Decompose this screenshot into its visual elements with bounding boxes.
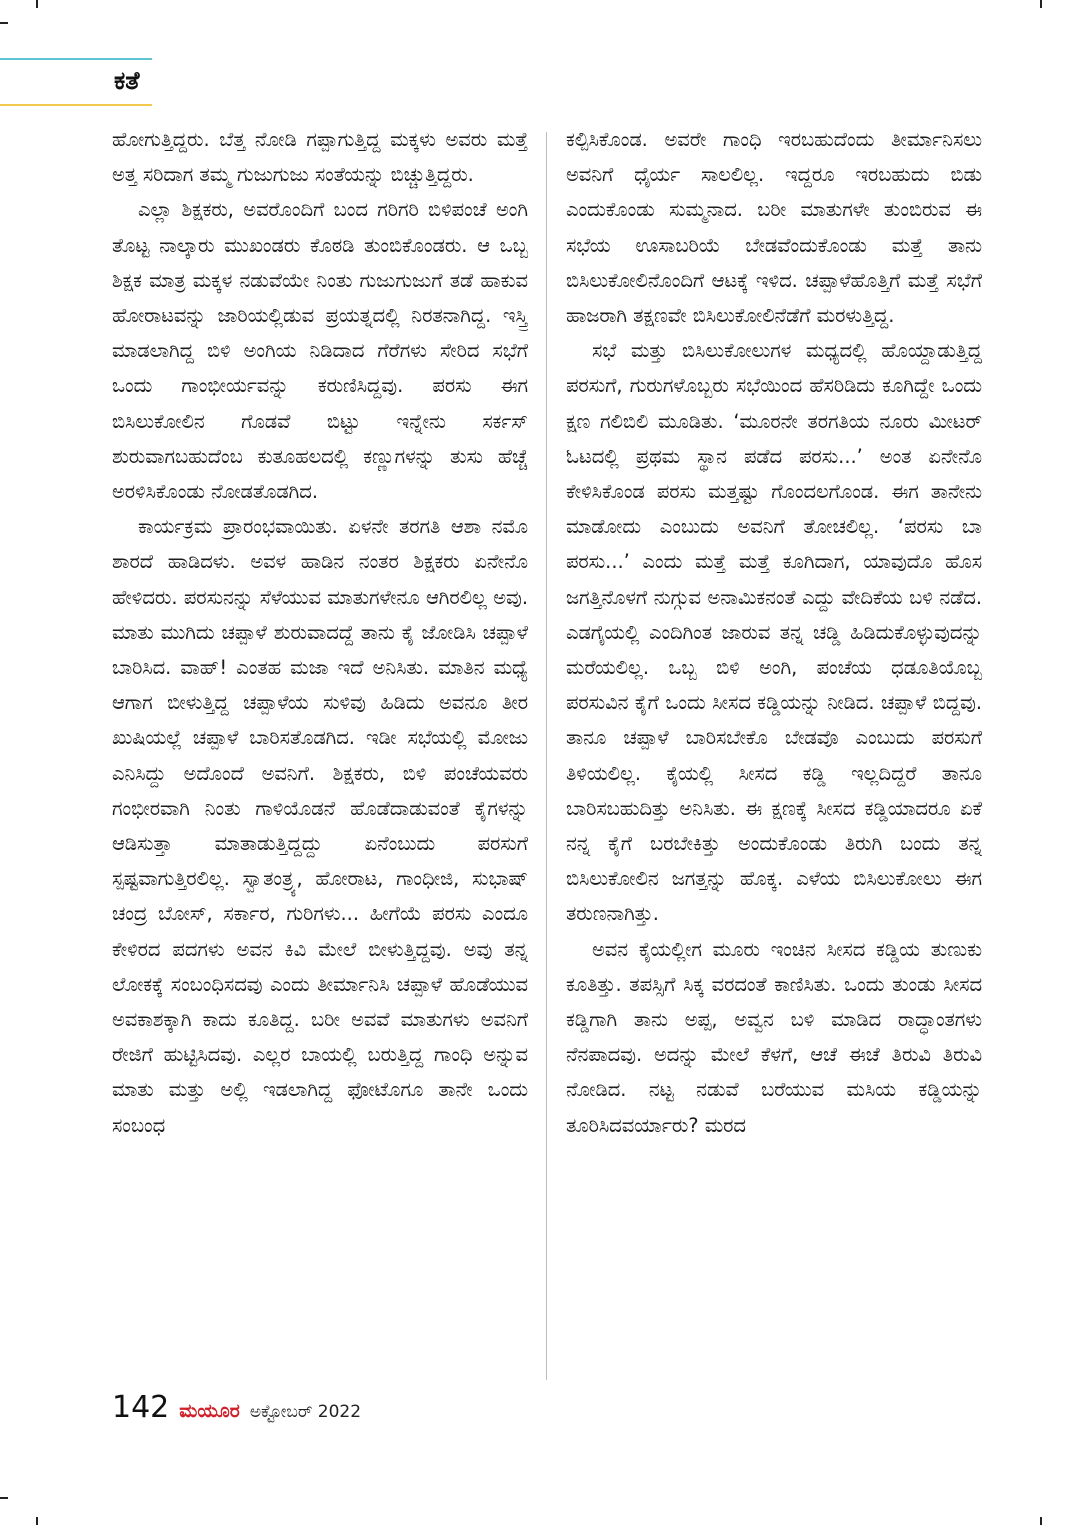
text-column-left [112,122,528,1382]
paragraph: ಅವನ ಕೈಯಲ್ಲೀಗ ಮೂರು ಇಂಚಿನ ಸೀಸದ ಕಡ್ಡಿಯ ತುಣುಕು ಕೂತಿತ್ತು. ತಪಸ್ಸಿಗೆ ಸಿಕ್ಕ ವರದಂತೆ ಕಾಣಿಸಿತು. ಒಂದು ತುಂಡು ಸೀಸದ ಕಡ್ಡಿಗಾಗಿ ತಾನು ಅಪ್ಪ, ಅವ್ವನ ಬಳಿ ಮಾಡಿದ ರಾದ್ಧಾಂತಗಳು ನೆನಪಾದವು. ಅದನ್ನು ಮೇಲೆ ಕೆಳಗೆ, ಆಚೆ ಈಚೆ ತಿರುವಿ ತಿರುವಿ ನೋಡಿದ. ನಟ್ಟ ನಡುವೆ ಬರೆಯುವ ಮಸಿಯ ಕಡ್ಡಿಯನ್ನು ತೂರಿಸಿದವರ್ಯಾರು? ಮರದ [566,937,982,1137]
page-number: 142 [112,1390,170,1425]
crop-mark [1040,0,1042,8]
crop-mark [0,22,8,24]
header-rule-top [0,58,152,60]
page-footer [112,1390,361,1425]
text-column-right [566,122,982,1382]
paragraph: ಕಾರ್ಯಕ್ರಮ ಪ್ರಾರಂಭವಾಯಿತು. ಏಳನೇ ತರಗತಿ ಆಶಾ ನಮೊ ಶಾರದೆ ಹಾಡಿದಳು. ಅವಳ ಹಾಡಿನ ನಂತರ ಶಿಕ್ಷಕರು ಏನೇನೊ ಹೇಳಿದರು. ಪರಸುನನ್ನು ಸೆಳೆಯುವ ಮಾತುಗಳೇನೂ ಆಗಿರಲಿಲ್ಲ ಅವು. ಮಾತು ಮುಗಿದು ಚಪ್ಪಾಳೆ ಶುರುವಾದದ್ದೆ ತಾನು ಕೈ ಜೋಡಿಸಿ ಚಪ್ಪಾಳೆ ಬಾರಿಸಿದ. ವಾಹ್! ಎಂತಹ ಮಜಾ ಇದೆ ಅನಿಸಿತು. ಮಾತಿನ ಮಧ್ಯೆ ಆಗಾಗ ಬೀಳುತ್ತಿದ್ದ ಚಪ್ಪಾಳೆಯ ಸುಳಿವು ಹಿಡಿದು ಅವನೂ ತೀರ ಖುಷಿಯಲ್ಲೆ ಚಪ್ಪಾಳೆ ಬಾರಿಸತೊಡಗಿದ. ಇಡೀ ಸಭೆಯಲ್ಲಿ ಮೋಜು ಎನಿಸಿದ್ದು ಅದೊಂದೆ ಅವನಿಗೆ. ಶಿಕ್ಷಕರು, ಬಿಳಿ ಪಂಚೆಯವರು ಗಂಭೀರವಾಗಿ ನಿಂತು ಗಾಳಿಯೊಡನೆ ಹೊಡೆದಾಡುವಂತೆ ಕೈಗಳನ್ನು ಆಡಿಸುತ್ತಾ ಮಾತಾಡುತ್ತಿದ್ದದ್ದು ಏನೆಂಬುದು ಪರಸುಗೆ ಸ್ಪಷ್ಟವಾಗುತ್ತಿರಲಿಲ್ಲ. ಸ್ವಾತಂತ್ರ್ಯ, ಹೋರಾಟ, ಗಾಂಧೀಜಿ, ಸುಭಾಷ್ ಚಂದ್ರ ಬೋಸ್, ಸರ್ಕಾರ, ಗುರಿಗಳು... ಹೀಗೆಯೆ ಪರಸು ಎಂದೂ ಕೇಳಿರದ ಪದಗಳು ಅವನ ಕಿವಿ ಮೇಲೆ ಬೀಳುತ್ತಿದ್ದವು. ಅವು ತನ್ನ ಲೋಕಕ್ಕೆ ಸಂಬಂಧಿಸದವು ಎಂದು ತೀರ್ಮಾನಿಸಿ ಚಪ್ಪಾಳೆ ಹೊಡೆಯುವ ಅವಕಾಶಕ್ಕಾಗಿ ಕಾದು ಕೂತಿದ್ದ. ಬರೀ ಅವವೆ ಮಾತುಗಳು ಅವನಿಗೆ ರೇಜಿಗೆ ಹುಟ್ಟಿಸಿದವು. ಎಲ್ಲರ ಬಾಯಲ್ಲಿ ಬರುತ್ತಿದ್ದ ಗಾಂಧಿ ಅನ್ನುವ ಮಾತು ಮತ್ತು ಅಲ್ಲಿ ಇಡಲಾಗಿದ್ದ ಫೋಟೊಗೂ ತಾನೇ ಒಂದು ಸಂಬಂಧ [112,515,528,1137]
paragraph: ಕಲ್ಪಿಸಿಕೊಂಡ. ಅವರೇ ಗಾಂಧಿ ಇರಬಹುದೆಂದು ತೀರ್ಮಾನಿಸಲು ಅವನಿಗೆ ಧೈರ್ಯ ಸಾಲಲಿಲ್ಲ. ಇದ್ದರೂ ಇರಬಹುದು ಬಿಡು ಎಂದುಕೊಂಡು ಸುಮ್ಮನಾದ. ಬರೀ ಮಾತುಗಳೇ ತುಂಬಿರುವ ಈ ಸಭೆಯ ಊಸಾಬರಿಯೆ ಬೇಡವೆಂದುಕೊಂಡು ಮತ್ತೆ ತಾನು ಬಿಸಿಲುಕೋಲಿನೊಂದಿಗೆ ಆಟಕ್ಕೆ ಇಳಿದ. ಚಪ್ಪಾಳೆಹೊತ್ತಿಗೆ ಮತ್ತೆ ಸಭೆಗೆ ಹಾಜರಾಗಿ ತಕ್ಷಣವೇ ಬಿಸಿಲುಕೋಲಿನೆಡೆಗೆ ಮರಳುತ್ತಿದ್ದ. [566,128,982,328]
section-label: ಕತೆ [114,66,140,95]
magazine-logo: ಮಯೂರ [179,1400,240,1422]
crop-mark [1040,1517,1042,1525]
paragraph: ಸಭೆ ಮತ್ತು ಬಿಸಿಲುಕೋಲುಗಳ ಮಧ್ಯದಲ್ಲಿ ಹೊಯ್ದಾಡುತ್ತಿದ್ದ ಪರಸುಗೆ, ಗುರುಗಳೊಬ್ಬರು ಸಭೆಯಿಂದ ಹೆಸರಿಡಿದು ಕೂಗಿದ್ದೇ ಒಂದು ಕ್ಷಣ ಗಲಿಬಿಲಿ ಮೂಡಿತು. ‘ಮೂರನೇ ತರಗತಿಯ ನೂರು ಮೀಟರ್ ಓಟದಲ್ಲಿ ಪ್ರಥಮ ಸ್ಥಾನ ಪಡೆದ ಪರಸು...’ ಅಂತ ಏನೇನೊ ಕೇಳಿಸಿಕೊಂಡ ಪರಸು ಮತ್ತಷ್ಟು ಗೊಂದಲಗೊಂಡ. ಈಗ ತಾನೇನು ಮಾಡೋದು ಎಂಬುದು ಅವನಿಗೆ ತೋಚಲಿಲ್ಲ. ‘ಪರಸು ಬಾ ಪರಸು...’ ಎಂದು ಮತ್ತೆ ಮತ್ತೆ ಕೂಗಿದಾಗ, ಯಾವುದೊ ಹೊಸ ಜಗತ್ತಿನೊಳಗೆ ನುಗ್ಗುವ ಅನಾಮಿಕನಂತೆ ಎದ್ದು ವೇದಿಕೆಯ ಬಳಿ ನಡೆದ. ಎಡಗೈಯಲ್ಲಿ ಎಂದಿಗಿಂತ ಜಾರುವ ತನ್ನ ಚಡ್ಡಿ ಹಿಡಿದುಕೊಳ್ಳುವುದನ್ನು ಮರೆಯಲಿಲ್ಲ. ಒಬ್ಬ ಬಿಳಿ ಅಂಗಿ, ಪಂಚೆಯ ಧಡೂತಿಯೊಬ್ಬ ಪರಸುವಿನ ಕೈಗೆ ಒಂದು ಸೀಸದ ಕಡ್ಡಿಯನ್ನು ನೀಡಿದ. ಚಪ್ಪಾಳೆ ಬಿದ್ದವು. ತಾನೂ ಚಪ್ಪಾಳೆ ಬಾರಿಸಬೇಕೊ ಬೇಡವೊ ಎಂಬುದು ಪರಸುಗೆ ತಿಳಿಯಲಿಲ್ಲ. ಕೈಯಲ್ಲಿ ಸೀಸದ ಕಡ್ಡಿ ಇಲ್ಲದಿದ್ದರೆ ತಾನೂ ಬಾರಿಸಬಹುದಿತ್ತು ಅನಿಸಿತು. ಈ ಕ್ಷಣಕ್ಕೆ ಸೀಸದ ಕಡ್ಡಿಯಾದರೂ ಏಕೆ ನನ್ನ ಕೈಗೆ ಬರಬೇಕಿತ್ತು ಅಂದುಕೊಂಡು ತಿರುಗಿ ಬಂದು ತನ್ನ ಬಿಸಿಲುಕೋಲಿನ ಜಗತ್ತನ್ನು ಹೊಕ್ಕ. ಎಳೆಯ ಬಿಸಿಲುಕೋಲು ಈಗ ತರುಣನಾಗಿತ್ತು. [566,339,982,926]
issue-date: ಅಕ್ಟೋಬರ್ 2022 [249,1402,362,1422]
crop-mark [36,0,38,8]
header-rule-bottom [0,104,152,106]
column-divider [546,132,547,1380]
crop-mark [0,1497,8,1499]
paragraph: ಹೋಗುತ್ತಿದ್ದರು. ಬೆತ್ತ ನೋಡಿ ಗಪ್ಪಾಗುತ್ತಿದ್ದ ಮಕ್ಕಳು ಅವರು ಮತ್ತೆ ಅತ್ತ ಸರಿದಾಗ ತಮ್ಮ ಗುಜುಗುಜು ಸಂತೆಯನ್ನು ಬಿಚ್ಚುತ್ತಿದ್ದರು. [112,128,528,187]
crop-mark [36,1517,38,1525]
paragraph: ಎಲ್ಲಾ ಶಿಕ್ಷಕರು, ಅವರೊಂದಿಗೆ ಬಂದ ಗರಿಗರಿ ಬಿಳಿಪಂಚೆ ಅಂಗಿ ತೊಟ್ಟ ನಾಲ್ಕಾರು ಮುಖಂಡರು ಕೊಠಡಿ ತುಂಬಿಕೊಂಡರು. ಆ ಒಬ್ಬ ಶಿಕ್ಷಕ ಮಾತ್ರ ಮಕ್ಕಳ ನಡುವೆಯೇ ನಿಂತು ಗುಜುಗುಜುಗೆ ತಡೆ ಹಾಕುವ ಹೋರಾಟವನ್ನು ಜಾರಿಯಲ್ಲಿಡುವ ಪ್ರಯತ್ನದಲ್ಲಿ ನಿರತನಾಗಿದ್ದ. ಇಸ್ತ್ರಿ ಮಾಡಲಾಗಿದ್ದ ಬಿಳಿ ಅಂಗಿಯ ನಿಡಿದಾದ ಗೆರೆಗಳು ಸೇರಿದ ಸಭೆಗೆ ಒಂದು ಗಾಂಭೀರ್ಯವನ್ನು ಕರುಣಿಸಿದ್ದವು. ಪರಸು ಈಗ ಬಿಸಿಲುಕೋಲಿನ ಗೊಡವೆ ಬಿಟ್ಟು ಇನ್ನೇನು ಸರ್ಕಸ್ ಶುರುವಾಗಬಹುದೆಂಬ ಕುತೂಹಲದಲ್ಲಿ ಕಣ್ಣುಗಳನ್ನು ತುಸು ಹೆಚ್ಚೆ ಅರಳಿಸಿಕೊಂಡು ನೋಡತೊಡಗಿದ. [112,198,528,504]
